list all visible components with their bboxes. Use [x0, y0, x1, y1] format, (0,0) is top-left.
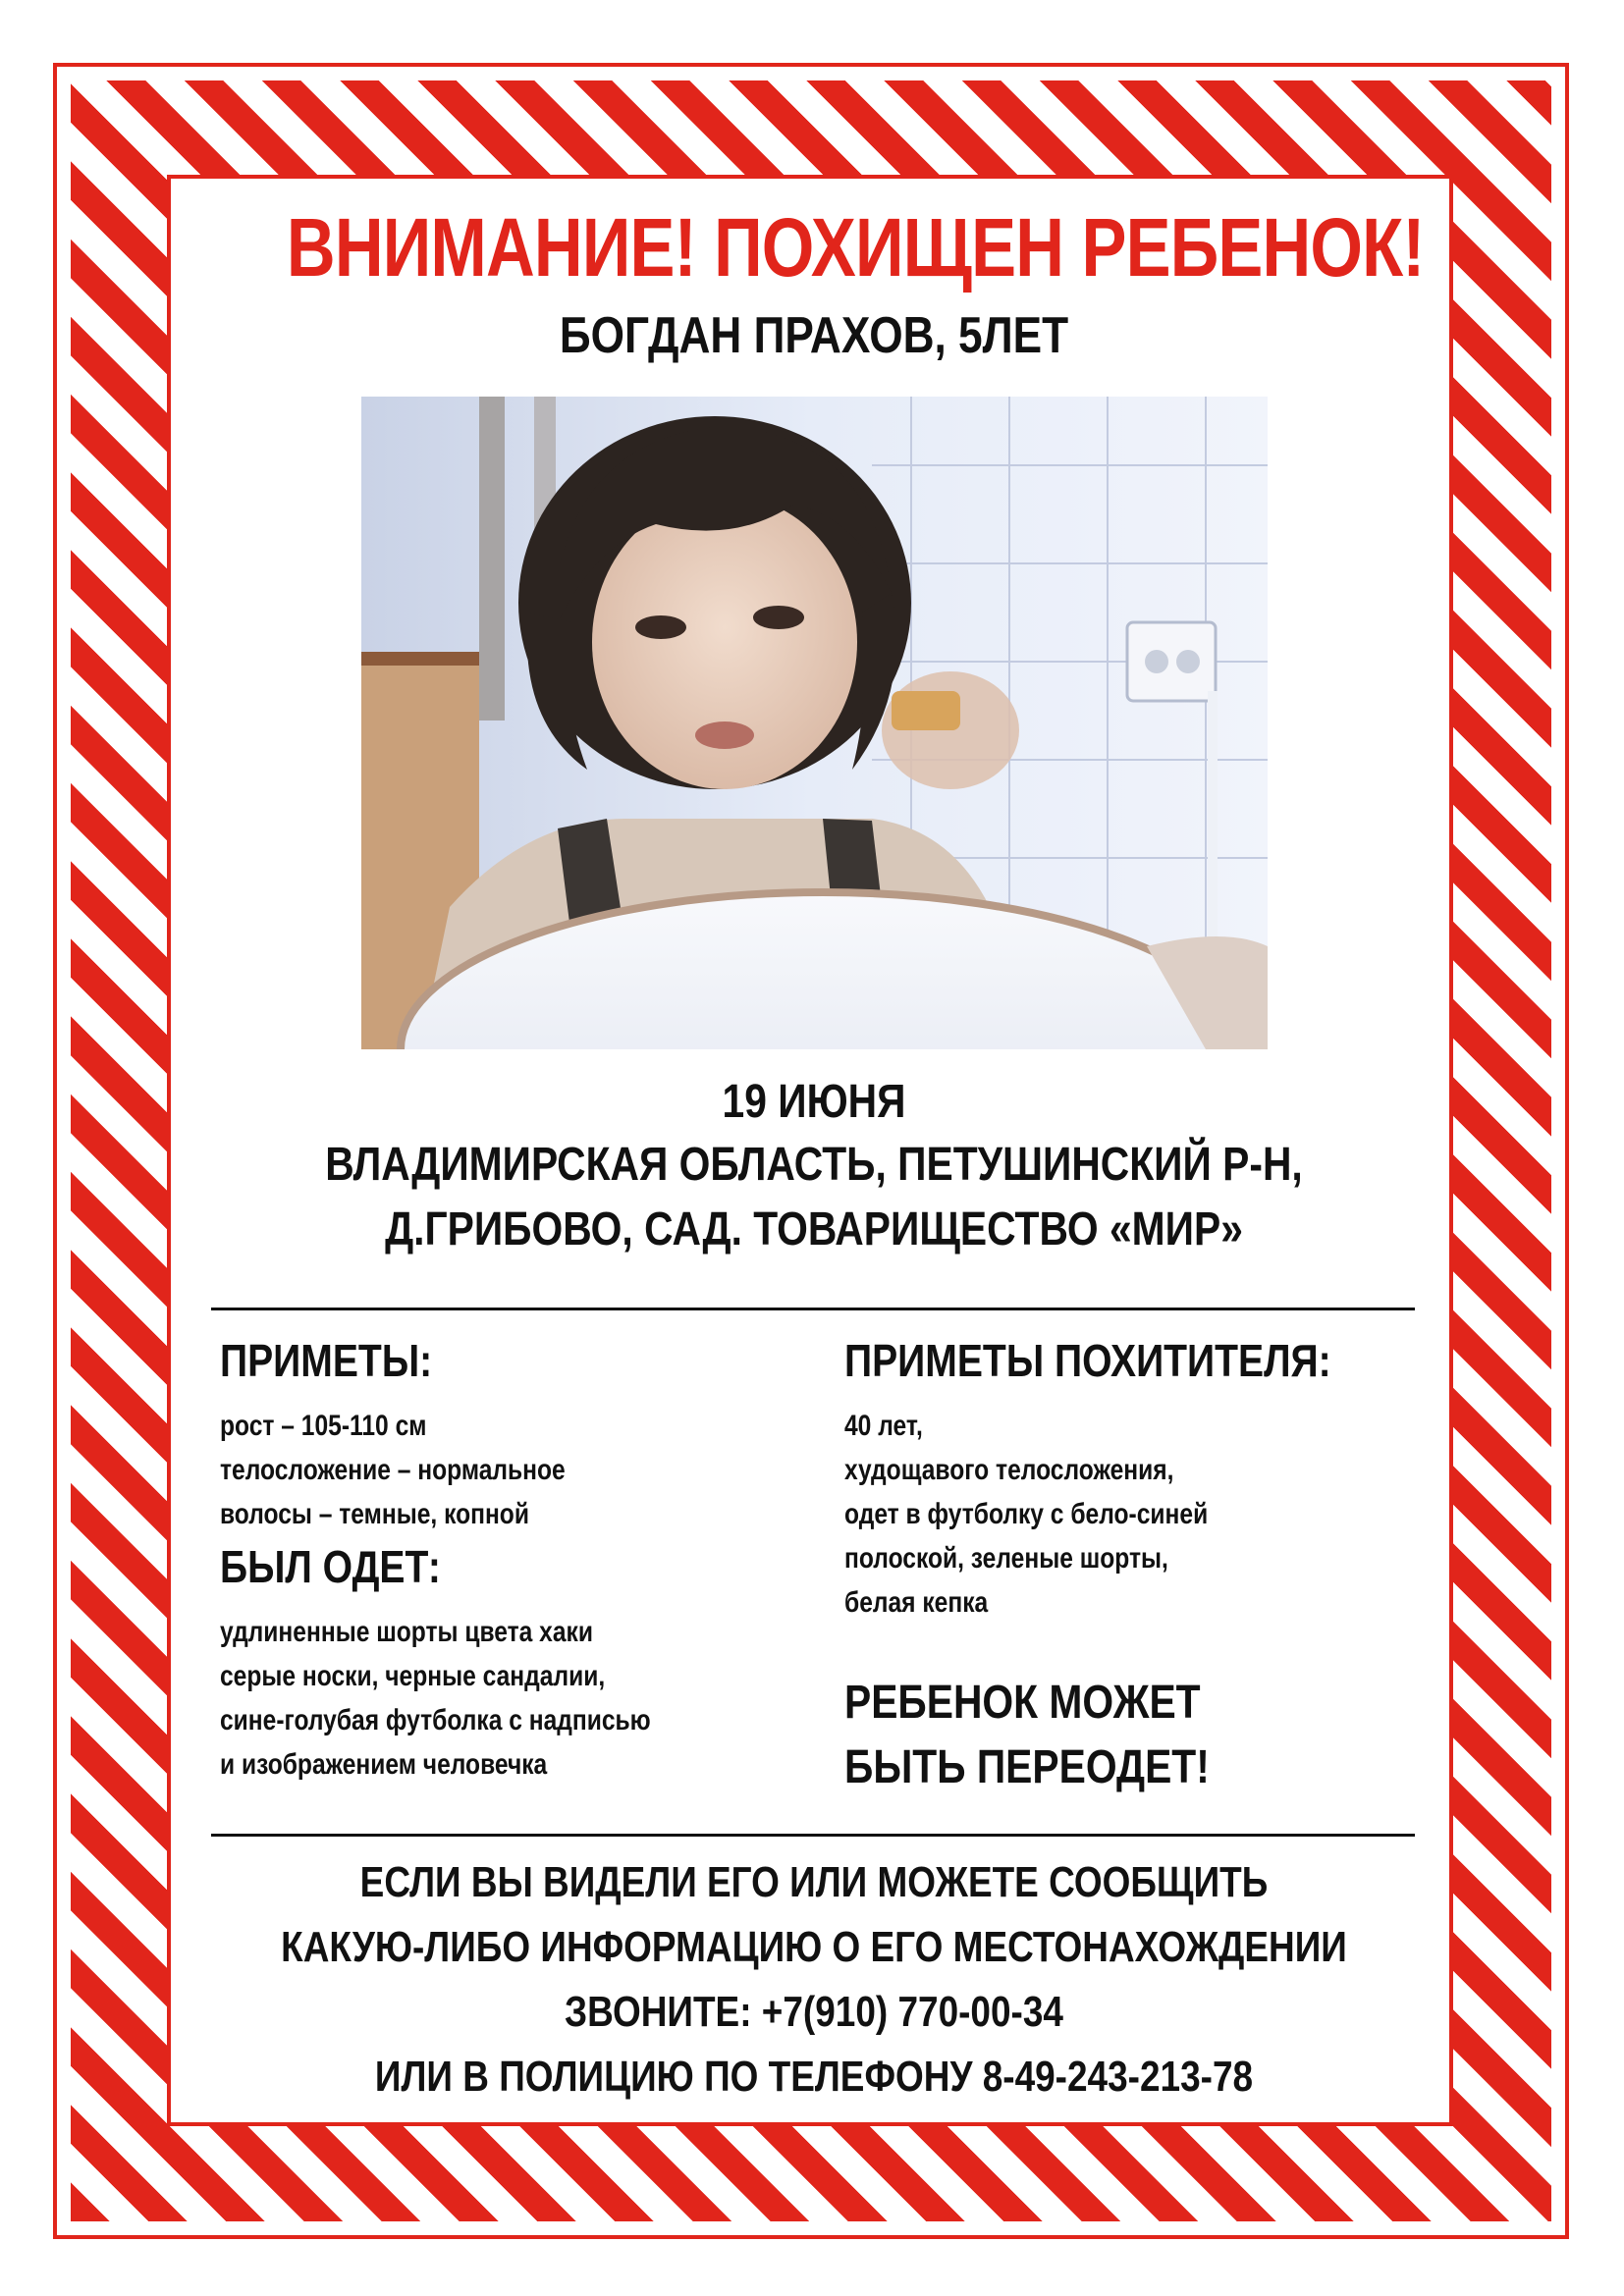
- features-item: рост – 105-110 см: [220, 1410, 427, 1442]
- abduction-date: 19 ИЮНЯ: [722, 1076, 906, 1128]
- headline: ВНИМАНИЕ! ПОХИЩЕН РЕБЕНОК!: [286, 201, 1425, 294]
- child-photo: [361, 397, 1268, 1049]
- features-item: телосложение – нормальное: [220, 1454, 566, 1486]
- kidnapper-list: [844, 1404, 1208, 1625]
- disguise-warning: [844, 1671, 1210, 1800]
- location-line-1: ВЛАДИМИРСКАЯ ОБЛАСТЬ, ПЕТУШИНСКИЙ Р-Н,: [325, 1139, 1303, 1191]
- child-name: БОГДАН ПРАХОВ, 5ЛЕТ: [559, 307, 1069, 364]
- contact-line: КАКУЮ-ЛИБО ИНФОРМАЦИЮ О ЕГО МЕСТОНАХОЖДЕНИИ: [281, 1923, 1347, 1971]
- location-line-2: Д.ГРИБОВО, САД. ТОВАРИЩЕСТВО «МИР»: [385, 1203, 1243, 1255]
- clothes-item: серые носки, черные сандалии,: [220, 1660, 606, 1692]
- disguise-line: БЫТЬ ПЕРЕОДЕТ!: [844, 1741, 1210, 1793]
- clothes-list: [220, 1610, 651, 1787]
- kidnapper-item: худощавого телосложения,: [844, 1454, 1174, 1486]
- features-heading: ПРИМЕТЫ:: [220, 1335, 433, 1386]
- features-item: волосы – темные, копной: [220, 1498, 529, 1530]
- kidnapper-item: одет в футболку с бело-синей: [844, 1498, 1209, 1530]
- divider: [211, 1834, 1415, 1837]
- poster-content-panel: [167, 175, 1453, 2126]
- kidnapper-heading: ПРИМЕТЫ ПОХИТИТЕЛЯ:: [844, 1335, 1331, 1386]
- features-list: [220, 1404, 566, 1536]
- kidnapper-item: 40 лет,: [844, 1410, 923, 1442]
- disguise-line: РЕБЕНОК МОЖЕТ: [844, 1677, 1201, 1729]
- contact-line: ЕСЛИ ВЫ ВИДЕЛИ ЕГО ИЛИ МОЖЕТЕ СООБЩИТЬ: [359, 1858, 1269, 1906]
- clothes-item: сине-голубая футболка с надписью: [220, 1704, 651, 1736]
- clothes-item: и изображением человечка: [220, 1748, 548, 1781]
- divider: [211, 1308, 1415, 1310]
- clothes-heading: БЫЛ ОДЕТ:: [220, 1541, 441, 1592]
- police-phone: ИЛИ В ПОЛИЦИЮ ПО ТЕЛЕФОНУ 8-49-243-213-78: [374, 2053, 1254, 2101]
- clothes-item: удлиненные шорты цвета хаки: [220, 1616, 593, 1648]
- kidnapper-item: полоской, зеленые шорты,: [844, 1542, 1168, 1575]
- kidnapper-item: белая кепка: [844, 1586, 989, 1619]
- contact-phone: ЗВОНИТЕ: +7(910) 770-00-34: [565, 1988, 1063, 2036]
